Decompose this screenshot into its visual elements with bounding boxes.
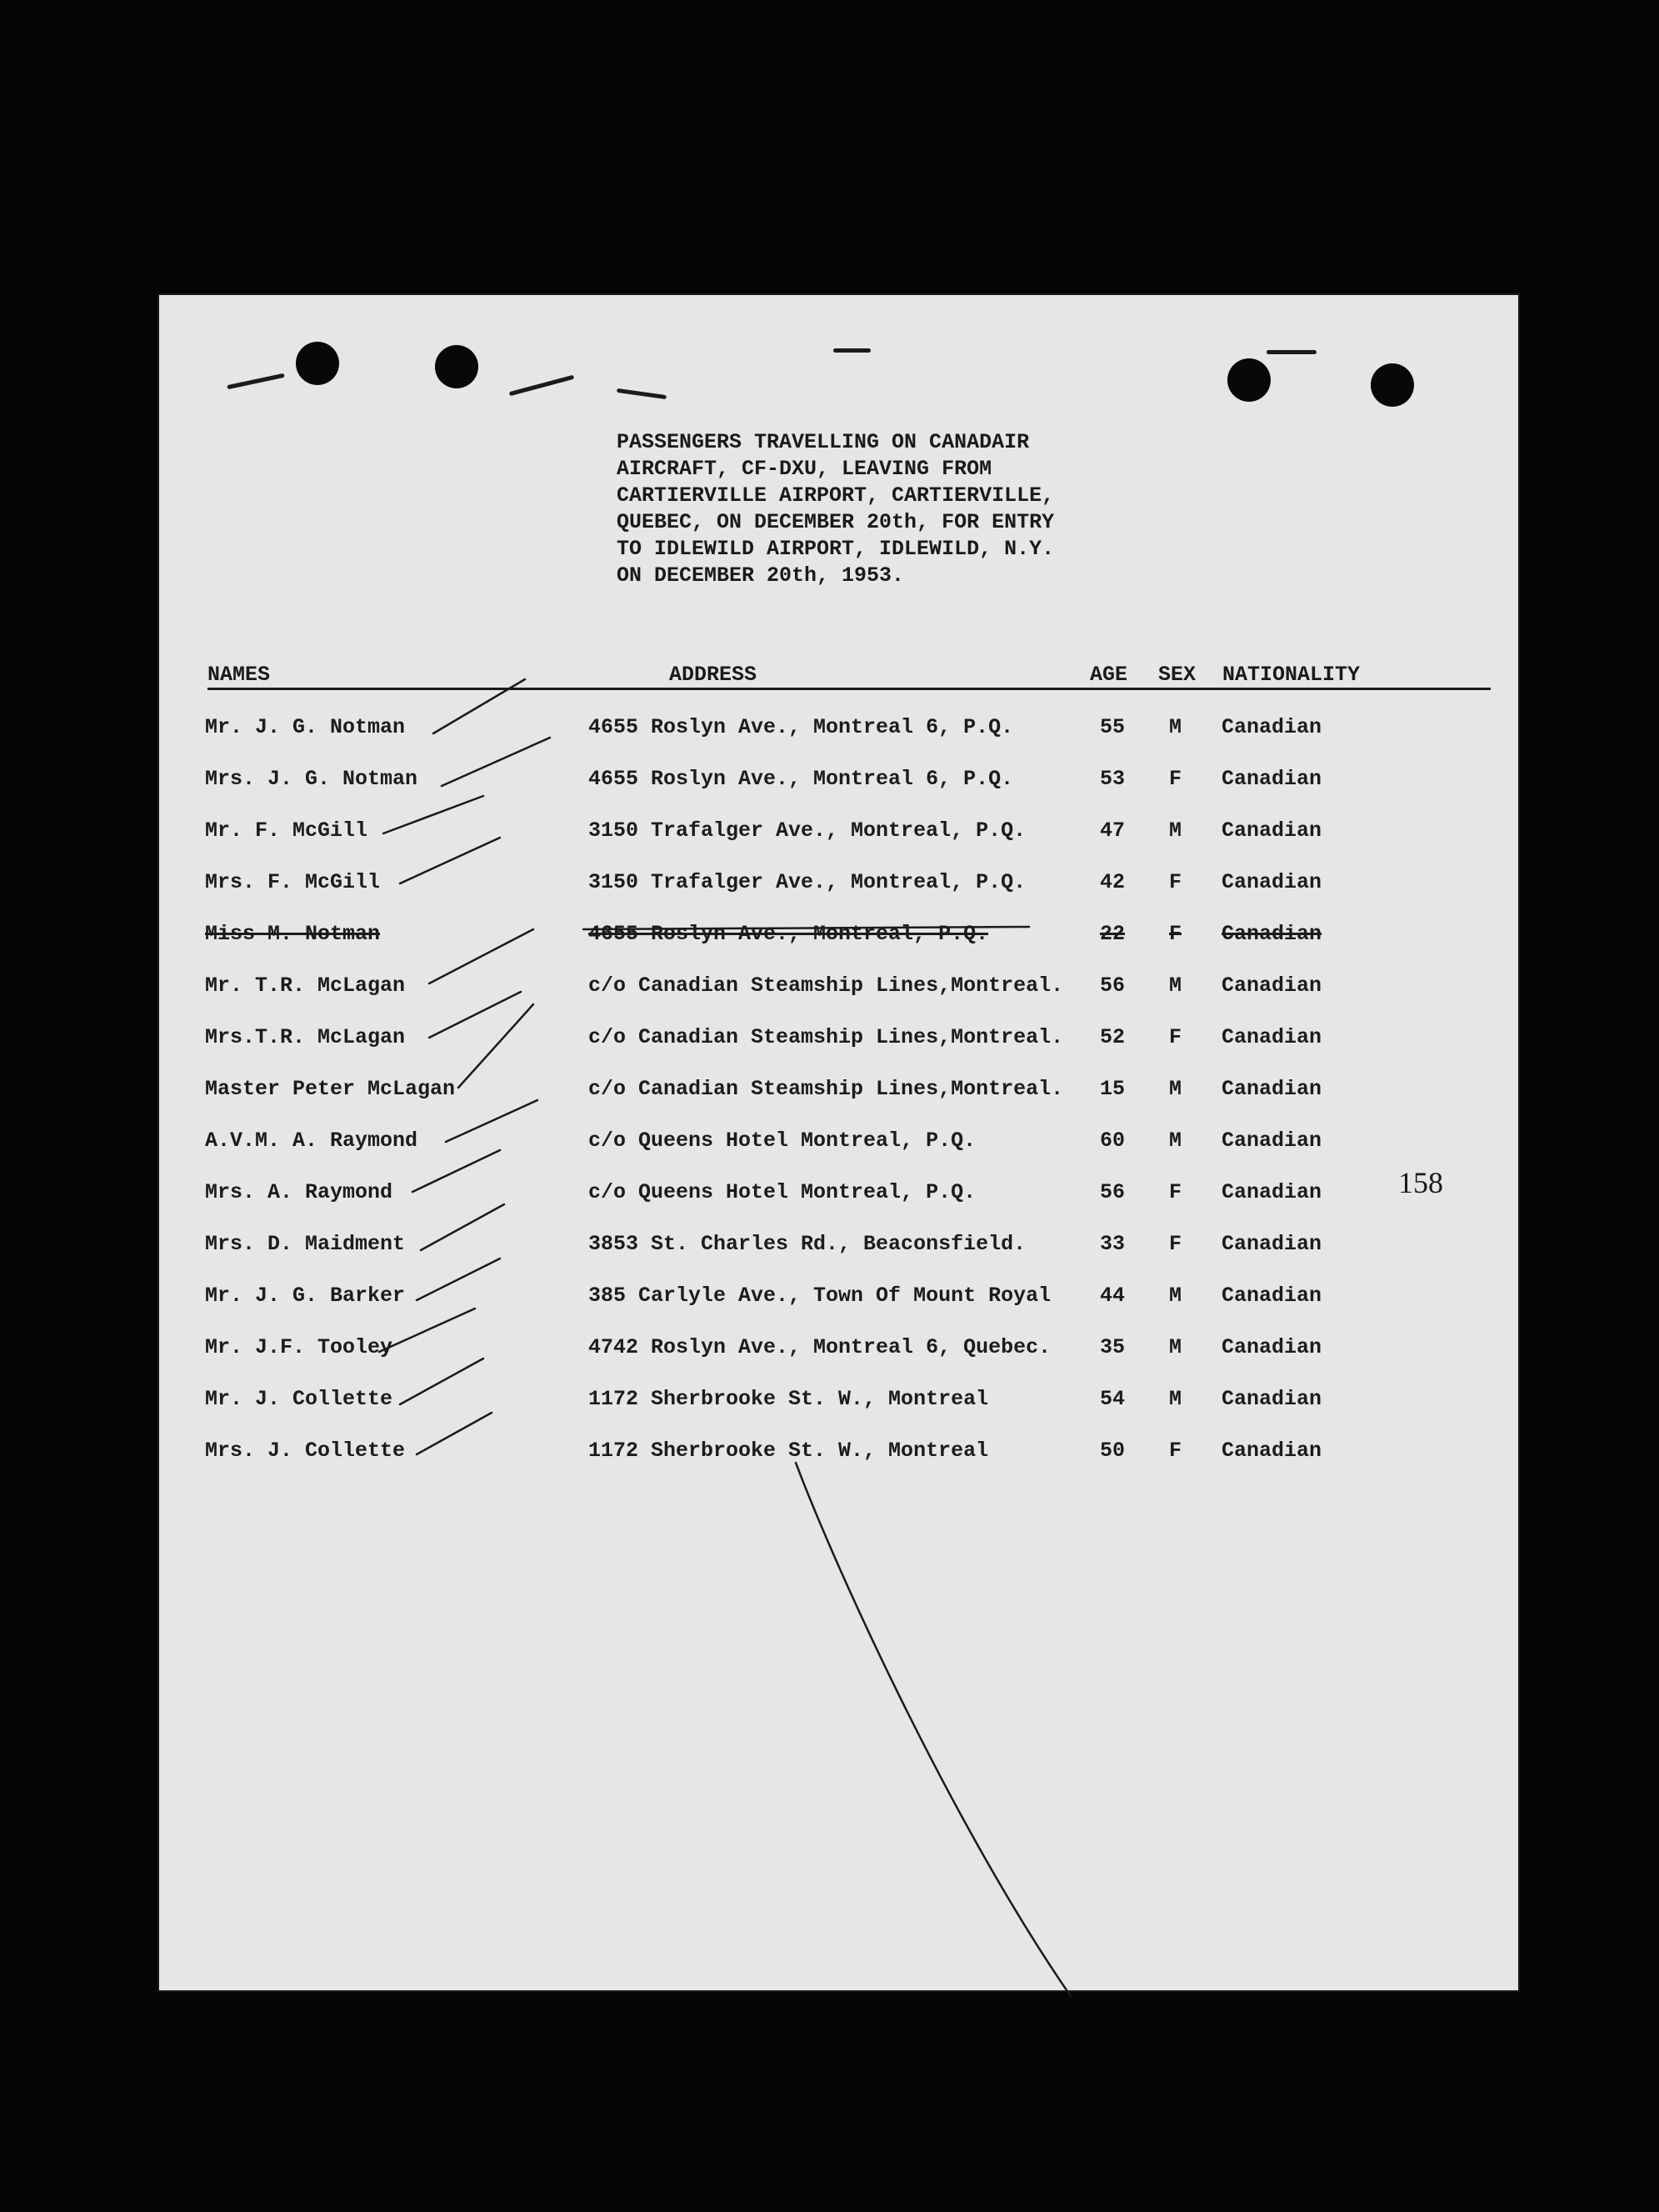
passenger-age: 47 [1100, 818, 1126, 843]
passenger-sex: F [1169, 1180, 1182, 1204]
passenger-name: Mrs. F. McGill [205, 870, 381, 894]
passenger-sex: F [1169, 1025, 1182, 1049]
passenger-address: c/o Queens Hotel Montreal, P.Q. [588, 1180, 977, 1204]
passenger-nationality: Canadian [1222, 1387, 1322, 1411]
passenger-row [0, 767, 1659, 800]
title-line: PASSENGERS TRAVELLING ON CANADAIR [617, 430, 1030, 454]
page-number: 158 [1398, 1166, 1443, 1199]
passenger-age: 54 [1100, 1387, 1126, 1411]
passenger-address: c/o Canadian Steamship Lines,Montreal. [588, 1077, 1064, 1101]
passenger-row [0, 1387, 1659, 1420]
passenger-age: 44 [1100, 1284, 1126, 1308]
passenger-nationality: Canadian [1222, 1232, 1322, 1256]
passenger-age: 35 [1100, 1335, 1126, 1359]
header-rule [207, 688, 1491, 690]
manifest-title [617, 429, 1054, 589]
passenger-address: c/o Canadian Steamship Lines,Montreal. [588, 1025, 1064, 1049]
passenger-row [0, 1129, 1659, 1162]
passenger-name: Mrs.T.R. McLagan [205, 1025, 406, 1049]
passenger-sex: M [1169, 1129, 1182, 1153]
passenger-sex: M [1169, 973, 1182, 998]
passenger-age: 15 [1100, 1077, 1126, 1101]
passenger-sex: M [1169, 1387, 1182, 1411]
passenger-sex: F [1169, 922, 1182, 946]
passenger-nationality: Canadian [1222, 767, 1322, 791]
passenger-name: Mrs. J. Collette [205, 1439, 406, 1463]
passenger-name: Mr. J. G. Notman [205, 715, 406, 739]
passenger-age: 60 [1100, 1129, 1126, 1153]
passenger-row [0, 1439, 1659, 1472]
passenger-age: 53 [1100, 767, 1126, 791]
column-header-nationality: NATIONALITY [1222, 663, 1361, 687]
column-header-address: ADDRESS [669, 663, 757, 687]
passenger-address: 4655 Roslyn Ave., Montreal 6, P.Q. [588, 715, 1014, 739]
passenger-row [0, 1335, 1659, 1369]
punch-hole-left-2 [435, 345, 478, 388]
punch-hole-right-2 [1371, 363, 1414, 407]
column-header-sex: SEX [1158, 663, 1197, 687]
passenger-address: 1172 Sherbrooke St. W., Montreal [588, 1439, 989, 1463]
passenger-row [0, 715, 1659, 748]
passenger-nationality: Canadian [1222, 715, 1322, 739]
passenger-row [0, 973, 1659, 1007]
passenger-age: 50 [1100, 1439, 1126, 1463]
passenger-row [0, 922, 1659, 955]
passenger-sex: F [1169, 1232, 1182, 1256]
passenger-sex: F [1169, 870, 1182, 894]
passenger-nationality: Canadian [1222, 870, 1322, 894]
passenger-name: Miss M. Notman [205, 922, 381, 946]
passenger-nationality: Canadian [1222, 1129, 1322, 1153]
passenger-row [0, 1232, 1659, 1265]
passenger-sex: F [1169, 767, 1182, 791]
passenger-age: 22 [1100, 922, 1126, 946]
passenger-nationality: Canadian [1222, 973, 1322, 998]
column-header-age: AGE [1090, 663, 1128, 687]
passenger-address: 3853 St. Charles Rd., Beaconsfield. [588, 1232, 1027, 1256]
title-line: ON DECEMBER 20th, 1953. [617, 563, 905, 588]
title-line: CARTIERVILLE AIRPORT, CARTIERVILLE, [617, 483, 1055, 508]
title-line: TO IDLEWILD AIRPORT, IDLEWILD, N.Y. [617, 537, 1055, 561]
passenger-name: A.V.M. A. Raymond [205, 1129, 418, 1153]
passenger-name: Mr. J. G. Barker [205, 1284, 406, 1308]
passenger-age: 52 [1100, 1025, 1126, 1049]
punch-hole-left-1 [296, 342, 339, 385]
passenger-sex: M [1169, 1077, 1182, 1101]
passenger-nationality: Canadian [1222, 1077, 1322, 1101]
passenger-row [0, 818, 1659, 852]
passenger-address: 385 Carlyle Ave., Town Of Mount Royal [588, 1284, 1052, 1308]
title-line: AIRCRAFT, CF-DXU, LEAVING FROM [617, 457, 992, 481]
passenger-sex: M [1169, 1284, 1182, 1308]
passenger-row [0, 1025, 1659, 1058]
passenger-age: 33 [1100, 1232, 1126, 1256]
passenger-address: 4655 Roslyn Ave., Montreal 6, P.Q. [588, 767, 1014, 791]
passenger-nationality: Canadian [1222, 922, 1322, 946]
passenger-row [0, 870, 1659, 903]
passenger-age: 56 [1100, 973, 1126, 998]
passenger-row [0, 1077, 1659, 1110]
passenger-age: 56 [1100, 1180, 1126, 1204]
passenger-sex: M [1169, 818, 1182, 843]
passenger-sex: F [1169, 1439, 1182, 1463]
passenger-age: 42 [1100, 870, 1126, 894]
passenger-name: Master Peter McLagan [205, 1077, 456, 1101]
paper-smudge [1267, 350, 1317, 354]
passenger-age: 55 [1100, 715, 1126, 739]
column-header-names: NAMES [207, 663, 271, 687]
passenger-row [0, 1284, 1659, 1317]
passenger-address: c/o Canadian Steamship Lines,Montreal. [588, 973, 1064, 998]
passenger-name: Mr. F. McGill [205, 818, 368, 843]
title-line: QUEBEC, ON DECEMBER 20th, FOR ENTRY [617, 510, 1055, 534]
passenger-name: Mr. T.R. McLagan [205, 973, 406, 998]
passenger-address: 3150 Trafalger Ave., Montreal, P.Q. [588, 818, 1027, 843]
passenger-name: Mrs. A. Raymond [205, 1180, 393, 1204]
passenger-nationality: Canadian [1222, 1335, 1322, 1359]
paper-smudge [833, 348, 871, 353]
passenger-nationality: Canadian [1222, 1180, 1322, 1204]
passenger-name: Mr. J. Collette [205, 1387, 393, 1411]
passenger-nationality: Canadian [1222, 1025, 1322, 1049]
passenger-sex: M [1169, 715, 1182, 739]
passenger-name: Mrs. J. G. Notman [205, 767, 418, 791]
passenger-address: 3150 Trafalger Ave., Montreal, P.Q. [588, 870, 1027, 894]
passenger-sex: M [1169, 1335, 1182, 1359]
passenger-nationality: Canadian [1222, 1284, 1322, 1308]
passenger-nationality: Canadian [1222, 818, 1322, 843]
passenger-address: c/o Queens Hotel Montreal, P.Q. [588, 1129, 977, 1153]
passenger-name: Mrs. D. Maidment [205, 1232, 406, 1256]
passenger-address: 4655 Roslyn Ave., Montreal, P.Q. [588, 922, 989, 946]
passenger-nationality: Canadian [1222, 1439, 1322, 1463]
passenger-address: 4742 Roslyn Ave., Montreal 6, Quebec. [588, 1335, 1052, 1359]
punch-hole-right-1 [1227, 358, 1271, 402]
passenger-address: 1172 Sherbrooke St. W., Montreal [588, 1387, 989, 1411]
passenger-name: Mr. J.F. Tooley [205, 1335, 393, 1359]
